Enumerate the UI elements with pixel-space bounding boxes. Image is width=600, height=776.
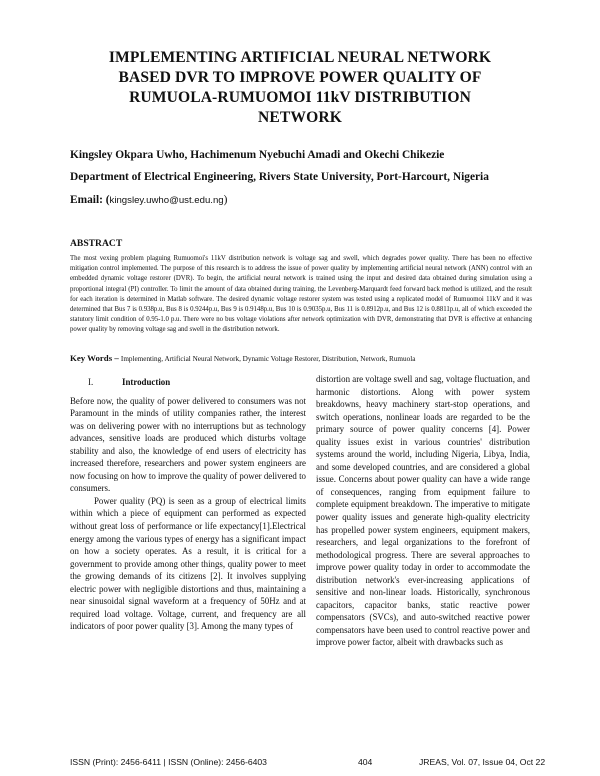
email-address: kingsley.uwho@ust.edu.ng: [109, 195, 224, 206]
title-line: IMPLEMENTING ARTIFICIAL NEURAL NETWORK: [108, 49, 492, 66]
section-title: Introduction: [122, 377, 171, 387]
footer-journal: JREAS, Vol. 07, Issue 04, Oct 22: [419, 757, 546, 767]
paragraph: Power quality (PQ) is seen as a group of electrical limits within which a piece of equipment can performed as expected without great loss of performance or life expectancy[1].Electrical energy among the various types of energy has a significant impact on how a society operates. As a result, it is critical for a government to provide among other things, quality power to meet the growing demands of its citizens [2]. It involves supplying electric power with negligible distortions and thus, maintaining a near sinusoidal signal waveform at a frequency of 50Hz and at required load voltage. Voltage, current, and frequency are all indicators of poor power quality [3]. Among the many types of: [70, 495, 306, 632]
section-number: I.: [88, 377, 94, 387]
authors: Kingsley Okpara Uwho, Hachimenum Nyebuchi Amadi and Okechi Chikezie: [70, 149, 445, 161]
keywords-label: Key Words –: [70, 353, 121, 363]
email-label: Email: (: [70, 194, 110, 206]
footer-issn: ISSN (Print): 2456-6411 | ISSN (Online): 2456-6403: [70, 757, 267, 767]
paragraph: Before now, the quality of power delivered to consumers was not Paramount in the minds of utility companies rather, the interest was on delivering power with no interruptions but as technology advances, sensitive loads are produced which disturbs voltage stability and also, the knowledge of end users of electricity has increased therefore, researchers and power system engineers are now focusing on how to improve the quality of power delivered to consumers.: [70, 395, 306, 494]
paragraph: distortion are voltage swell and sag, voltage fluctuation, and harmonic distortions. Along with power system breakdowns, heavy machinery start-stop operations, and switch operations, nonlinear loads are regarded to be the primary source of power quality concerns [4]. Power quality issues exist in various countries' distribution systems around the world, including Nigeria, Libya, India, and some developed countries, and are considered a global issue. Concerns about power quality can have a wide range of consequences, ranging from equipment failure to complete equipment breakdown. The imperative to mitigate power quality issues and generate high-quality electricity has propelled power system engineers, equipment makers, researchers, and legal organizations to the forefront of methodological progress. There are several approaches to improve power quality today in order to accommodate the distribution network's ever-increasing applications of sensitive and non-linear loads. Historically, synchronous capacitors, capacitor banks, static reactive power compensators (SVCs), and auto-switched reactive power compensators have been used to control reactive power and improve power factor, albeit with drawbacks such as: [316, 374, 530, 648]
email-line: [70, 194, 227, 206]
abstract-heading: ABSTRACT: [70, 238, 123, 249]
paper-title: [40, 48, 560, 128]
abstract-text: The most vexing problem plaguing Rumuomoi's 11kV distribution network is voltage sag and swell, which degrades power quality. There has been no effective mitigation control implemented. The purpose of this research is to address the issue of power quality by implementing artificial neural network (ANN) control with an embedded dynamic voltage restorer (DVR). To begin, the artificial neural network is trained using the input and desired data obtained during simulation using a proportional integral (PI) controller. To limit the amount of data obtained during training, the Levenberg-Marquardt feed forward back method is utilized, and the result for each iteration is determined in Matlab software. The desired dynamic voltage restorer system was tested using a replicated model of Rumuomoi 11kV and it was determined that Bus 7 is 0.938p.u, Bus 8 is 0.9244p.u, Bus 9 is 0.9148p.u, Bus 10 is 0.9035p.u, Bus 11 is 0.8912p.u, and Bus 12 is 0.8811p.u, all of which exceeded the statutory limit condition of 0.95-1.0 p.u. There were no bus voltage violations after network optimization with DVR, demonstrating that DVR is effective at enhancing power quality by removing voltage sag and swell in the distribution network.: [70, 255, 532, 334]
page-number: 404: [358, 757, 373, 767]
keywords: [70, 353, 532, 364]
right-column: [316, 373, 530, 649]
title-line: NETWORK: [258, 109, 342, 126]
keywords-text: Implementing, Artificial Neural Network, Dynamic Voltage Restorer, Distribution, Network, Rumuola: [120, 355, 416, 363]
affiliation: Department of Electrical Engineering, Rivers State University, Port-Harcourt, Nigeria: [70, 171, 489, 183]
title-line: BASED DVR TO IMPROVE POWER QUALITY OF: [118, 69, 482, 86]
title-line: RUMUOLA-RUMUOMOI 11kV DISTRIBUTION: [129, 89, 471, 106]
section-heading: [70, 376, 306, 389]
email-close: ): [223, 194, 228, 206]
left-column: [70, 364, 306, 633]
